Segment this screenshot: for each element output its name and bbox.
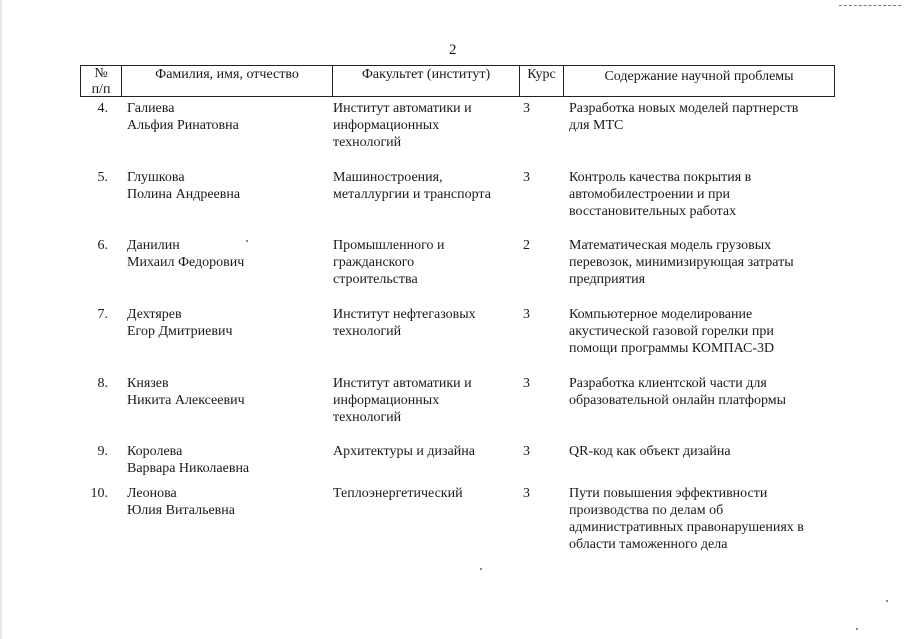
cell-name-line: Князев — [127, 376, 169, 391]
scan-speck — [480, 568, 482, 570]
cell-name-line: Глушкова — [127, 170, 185, 185]
cell-num: 7. — [97, 307, 108, 322]
cell-topic — [569, 100, 835, 134]
cell-name-line: Альфия Ринатовна — [127, 118, 239, 133]
cell-topic-line: Разработка клиентской части для — [569, 376, 767, 391]
cell-num: 5. — [97, 170, 108, 185]
header-name: Фамилия, имя, отчество — [122, 66, 333, 96]
cell-faculty-line: информационных — [333, 393, 440, 408]
cell-num: 9. — [97, 444, 108, 459]
cell-faculty — [333, 375, 518, 426]
cell-faculty-line: Теплоэнергетический — [333, 486, 463, 501]
cell-topic-line: предприятия — [569, 272, 646, 287]
cell-faculty-line: Промышленного и — [333, 238, 445, 253]
cell-faculty-line: информационных — [333, 118, 440, 133]
cell-topic-line: Пути повышения эффективности — [569, 486, 768, 501]
cell-name-line: Михаил Федорович — [127, 255, 245, 270]
cell-faculty-line: гражданского — [333, 255, 415, 270]
cell-topic-line: административных правонарушениях в — [569, 520, 804, 535]
scan-speck — [856, 628, 858, 630]
header-topic: Содержание научной проблемы — [604, 69, 794, 84]
table-header — [80, 65, 835, 97]
cell-course: 3 — [523, 170, 530, 185]
cell-topic-line: акустической газовой горелки при — [569, 324, 774, 339]
cell-faculty-line: Архитектуры и дизайна — [333, 444, 475, 459]
cell-topic-line: для МТС — [569, 118, 624, 133]
cell-faculty — [333, 443, 518, 460]
cell-faculty-line: Институт автоматики и — [333, 376, 472, 391]
cell-faculty — [333, 485, 518, 502]
cell-topic-line: Разработка новых моделей партнерств — [569, 101, 799, 116]
cell-course: 3 — [523, 486, 530, 501]
header-num-line: п/п — [91, 82, 111, 97]
cell-name-line: Королева — [127, 444, 183, 459]
cell-topic-line: автомобилестроении и при — [569, 187, 731, 202]
cell-num: 4. — [97, 101, 108, 116]
cell-faculty-line: строительства — [333, 272, 418, 287]
cell-course: 3 — [523, 307, 530, 322]
cell-topic-line: образовательной онлайн платформы — [569, 393, 786, 408]
header-course: Курс — [520, 66, 564, 96]
cell-faculty — [333, 306, 518, 340]
cell-topic-line: области таможенного дела — [569, 537, 728, 552]
header-faculty: Факультет (институт) — [333, 66, 520, 96]
cell-faculty-line: Машиностроения, — [333, 170, 443, 185]
cell-faculty-line: Институт нефтегазовых — [333, 307, 476, 322]
cell-name-line: Леонова — [127, 486, 177, 501]
scan-speck — [246, 240, 248, 242]
cell-name-line: Галиева — [127, 101, 175, 116]
cell-name-line: Полина Андреевна — [127, 187, 241, 202]
scan-speck — [886, 600, 888, 602]
cell-num: 10. — [90, 486, 108, 501]
cell-faculty — [333, 100, 518, 151]
cell-course: 3 — [523, 376, 530, 391]
cell-name — [127, 443, 332, 477]
cell-topic — [569, 237, 835, 288]
cell-faculty-line: технологий — [333, 410, 402, 425]
cell-topic-line: Контроль качества покрытия в — [569, 170, 752, 185]
cell-name — [127, 485, 332, 519]
cell-topic — [569, 375, 835, 409]
cell-name-line: Егор Дмитриевич — [127, 324, 233, 339]
cell-name-line: Дехтярев — [127, 307, 182, 322]
cell-topic — [569, 169, 835, 220]
cell-name — [127, 169, 332, 203]
scan-dash-mark — [839, 5, 901, 6]
cell-name-line: Юлия Витальевна — [127, 503, 235, 518]
cell-faculty — [333, 237, 518, 288]
cell-topic-line: перевозок, минимизирующая затраты — [569, 255, 794, 270]
cell-course: 2 — [523, 238, 530, 253]
cell-topic-line: производства по делам об — [569, 503, 724, 518]
cell-name-line: Варвара Николаевна — [127, 461, 250, 476]
cell-faculty-line: металлургии и транспорта — [333, 187, 491, 202]
cell-name-line: Никита Алексеевич — [127, 393, 245, 408]
cell-name — [127, 375, 332, 409]
cell-name-line: Данилин — [127, 238, 180, 253]
cell-topic-line: Математическая модель грузовых — [569, 238, 772, 253]
cell-topic-line: Компьютерное моделирование — [569, 307, 753, 322]
cell-name — [127, 237, 332, 271]
cell-topic-line: QR-код как объект дизайна — [569, 444, 731, 459]
cell-topic-line: помощи программы КОМПАС-3D — [569, 341, 775, 356]
cell-faculty — [333, 169, 518, 203]
cell-faculty-line: технологий — [333, 135, 402, 150]
header-num-line: № — [94, 66, 108, 81]
cell-name — [127, 100, 332, 134]
header-num — [81, 66, 122, 96]
cell-name — [127, 306, 332, 340]
cell-topic — [569, 485, 835, 553]
cell-num: 6. — [97, 238, 108, 253]
cell-topic-line: восстановительных работах — [569, 204, 737, 219]
cell-faculty-line: технологий — [333, 324, 402, 339]
cell-course: 3 — [523, 101, 530, 116]
cell-course: 3 — [523, 444, 530, 459]
cell-topic — [569, 443, 835, 460]
cell-topic — [569, 306, 835, 357]
cell-faculty-line: Институт автоматики и — [333, 101, 472, 116]
scan-edge — [0, 0, 2, 639]
page-number: 2 — [449, 42, 457, 58]
cell-num: 8. — [97, 376, 108, 391]
